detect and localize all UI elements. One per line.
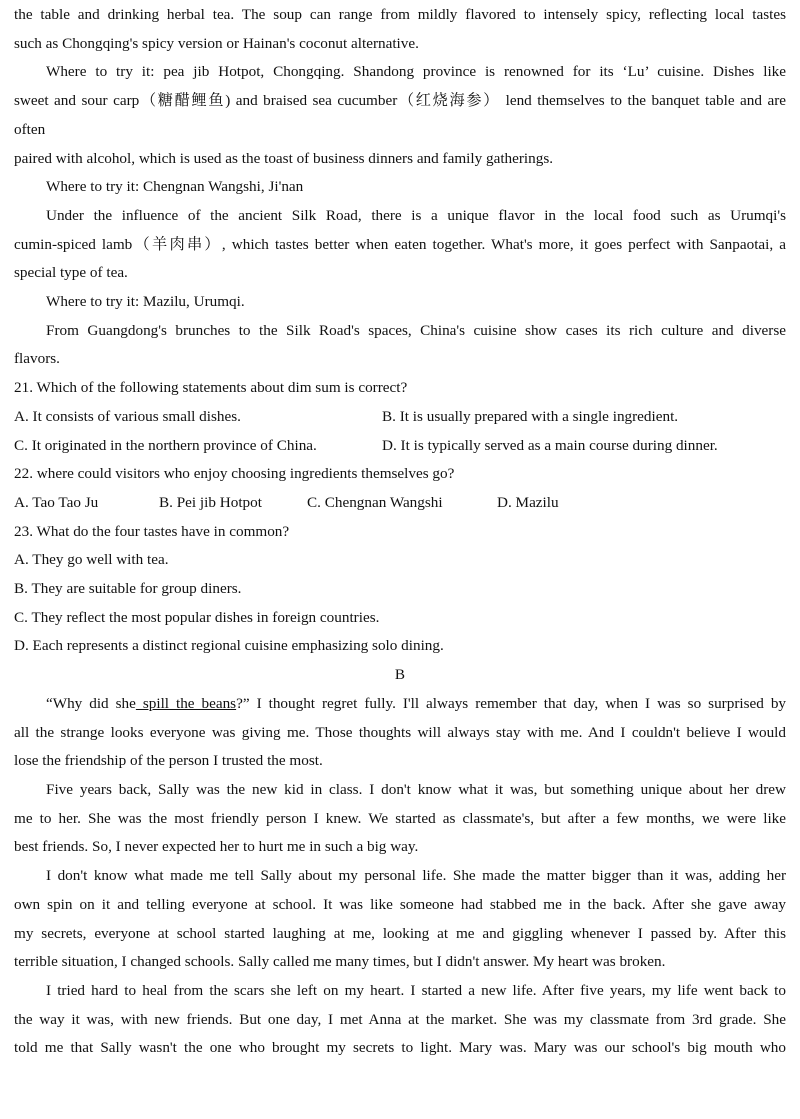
text-line: cumin-spiced lamb（羊肉串）, which tastes better when eaten together. What's more, it goes perfect with Sanpaotai, a — [14, 235, 786, 253]
option-row — [14, 489, 786, 518]
text-line: such as Chongqing's spicy version or Hainan's coconut alternative. — [14, 34, 419, 52]
text-line: own spin on it and telling everyone at school. It was like someone had stabbed me in the back. After she gave away — [14, 895, 786, 913]
option-a: A. Tao Tao Ju — [14, 493, 99, 511]
text-line: From Guangdong's brunches to the Silk Road's spaces, China's cuisine show cases its rich culture and diverse — [46, 321, 786, 339]
text-line: special type of tea. — [14, 264, 128, 282]
text-line: I tried hard to heal from the scars she left on my heart. I started a new life. After five years, my life went back to — [46, 981, 786, 999]
option-row — [14, 432, 786, 461]
option-c: C. Chengnan Wangshi — [307, 493, 443, 511]
text-line: sweet and sour carp（糖醋鲤鱼) and braised sea cucumber（红烧海参） lend themselves to the banquet table and are — [14, 92, 786, 110]
text-line: me to her. She was the most friendly person I knew. We started as classmate's, but after a few months, we were like — [14, 809, 786, 827]
option-d: D. Each represents a distinct regional cuisine emphasizing solo dining. — [14, 637, 444, 655]
text-span: ?” I thought regret fully. I'll always remember that day, when I was so surprised by — [236, 694, 787, 712]
text-line: Where to try it: Mazilu, Urumqi. — [46, 293, 245, 311]
option-b: B. It is usually prepared with a single ingredient. — [382, 407, 679, 425]
text-line: paired with alcohol, which is used as the toast of business dinners and family gatherings. — [14, 149, 554, 167]
text-line: my secrets, everyone at school started laughing at me, looking at me and giggling whenever I passed by. After this — [14, 924, 786, 942]
option-c: C. It originated in the northern province of China. — [14, 436, 317, 454]
text-line: best friends. So, I never expected her to hurt me in such a big way. — [14, 838, 419, 856]
question-stem: 23. What do the four tastes have in common? — [14, 522, 290, 540]
option-d: D. It is typically served as a main course during dinner. — [382, 436, 718, 454]
section-heading: B — [394, 666, 406, 684]
text-line: often — [14, 120, 46, 138]
option-b: B. Pei jib Hotpot — [159, 493, 262, 511]
option-a: A. They go well with tea. — [14, 551, 169, 569]
text-line: Under the influence of the ancient Silk Road, there is a unique flavor in the local food such as Urumqi's — [46, 206, 786, 224]
text-line: Where to try it: pea jib Hotpot, Chongqing. Shandong province is renowned for its ‘Lu’ cuisine. Dishes like — [46, 63, 786, 81]
text-line: I don't know what made me tell Sally about my personal life. She made the matter bigger than it was, adding her — [46, 867, 786, 885]
text-line: lose the friendship of the person I trusted the most. — [14, 752, 323, 770]
text-line — [14, 690, 786, 719]
text-span: “Why did she — [46, 694, 136, 712]
option-row — [14, 403, 786, 432]
text-line: terrible situation, I changed schools. Sally called me many times, but I didn't answer. My heart was broken. — [14, 953, 666, 971]
text-line: the table and drinking herbal tea. The soup can range from mildly flavored to intensely spicy, reflecting local tastes — [14, 6, 786, 23]
option-a: A. It consists of various small dishes. — [14, 407, 241, 425]
question-stem: 21. Which of the following statements about dim sum is correct? — [14, 379, 408, 397]
option-d: D. Mazilu — [497, 493, 559, 511]
text-line: told me that Sally wasn't the one who brought my secrets to light. Mary was. Mary was our school's big mouth who — [14, 1039, 786, 1057]
text-line: Where to try it: Chengnan Wangshi, Ji'nan — [46, 178, 304, 196]
question-stem: 22. where could visitors who enjoy choosing ingredients themselves go? — [14, 465, 455, 483]
option-c: C. They reflect the most popular dishes in foreign countries. — [14, 608, 380, 626]
option-b: B. They are suitable for group diners. — [14, 580, 242, 598]
text-line: the way it was, with new friends. But one day, I met Anna at the market. She was my classmate from 3rd grade. She — [14, 1010, 786, 1028]
text-line: Five years back, Sally was the new kid in class. I don't know what it was, but something unique about her drew — [46, 780, 786, 798]
underlined-phrase: spill the beans — [135, 694, 237, 712]
text-line: all the strange looks everyone was giving me. Those thoughts will always stay with me. And I couldn't believe I would — [14, 723, 786, 741]
text-line: flavors. — [14, 350, 60, 368]
